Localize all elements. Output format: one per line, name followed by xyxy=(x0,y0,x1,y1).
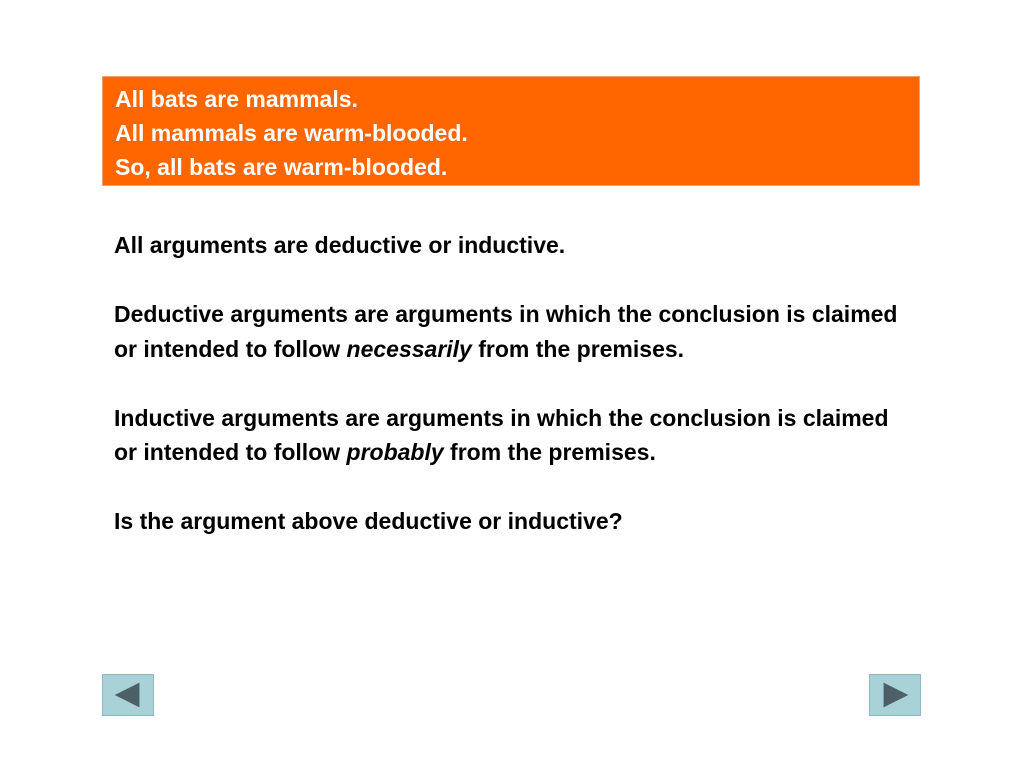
next-button[interactable] xyxy=(869,674,921,716)
paragraph-inductive xyxy=(114,401,914,470)
deductive-text-end: from the premises. xyxy=(471,335,685,362)
paragraph-deductive xyxy=(114,297,914,366)
triangle-right-icon xyxy=(870,675,920,715)
deductive-emphasis: necessarily xyxy=(346,335,472,362)
body-text xyxy=(114,228,914,539)
inductive-emphasis: probably xyxy=(346,439,444,465)
premise-2: All mammals are warm-blooded. xyxy=(115,120,468,146)
deductive-text-start: Deductive arguments are arguments in which the conclusion is claimed or intended to follow xyxy=(114,301,898,362)
triangle-left-icon xyxy=(103,675,153,715)
paragraph-question: Is the argument above deductive or inductive? xyxy=(114,508,623,534)
premise-1: All bats are mammals. xyxy=(115,86,358,112)
argument-box xyxy=(102,76,920,186)
conclusion: So, all bats are warm-blooded. xyxy=(115,154,448,180)
inductive-text-start: Inductive arguments are arguments in which the conclusion is claimed or intended to follow xyxy=(114,404,889,465)
inductive-text-end: from the premises. xyxy=(443,439,656,465)
previous-button[interactable] xyxy=(102,674,154,716)
paragraph-intro: All arguments are deductive or inductive. xyxy=(114,232,566,258)
